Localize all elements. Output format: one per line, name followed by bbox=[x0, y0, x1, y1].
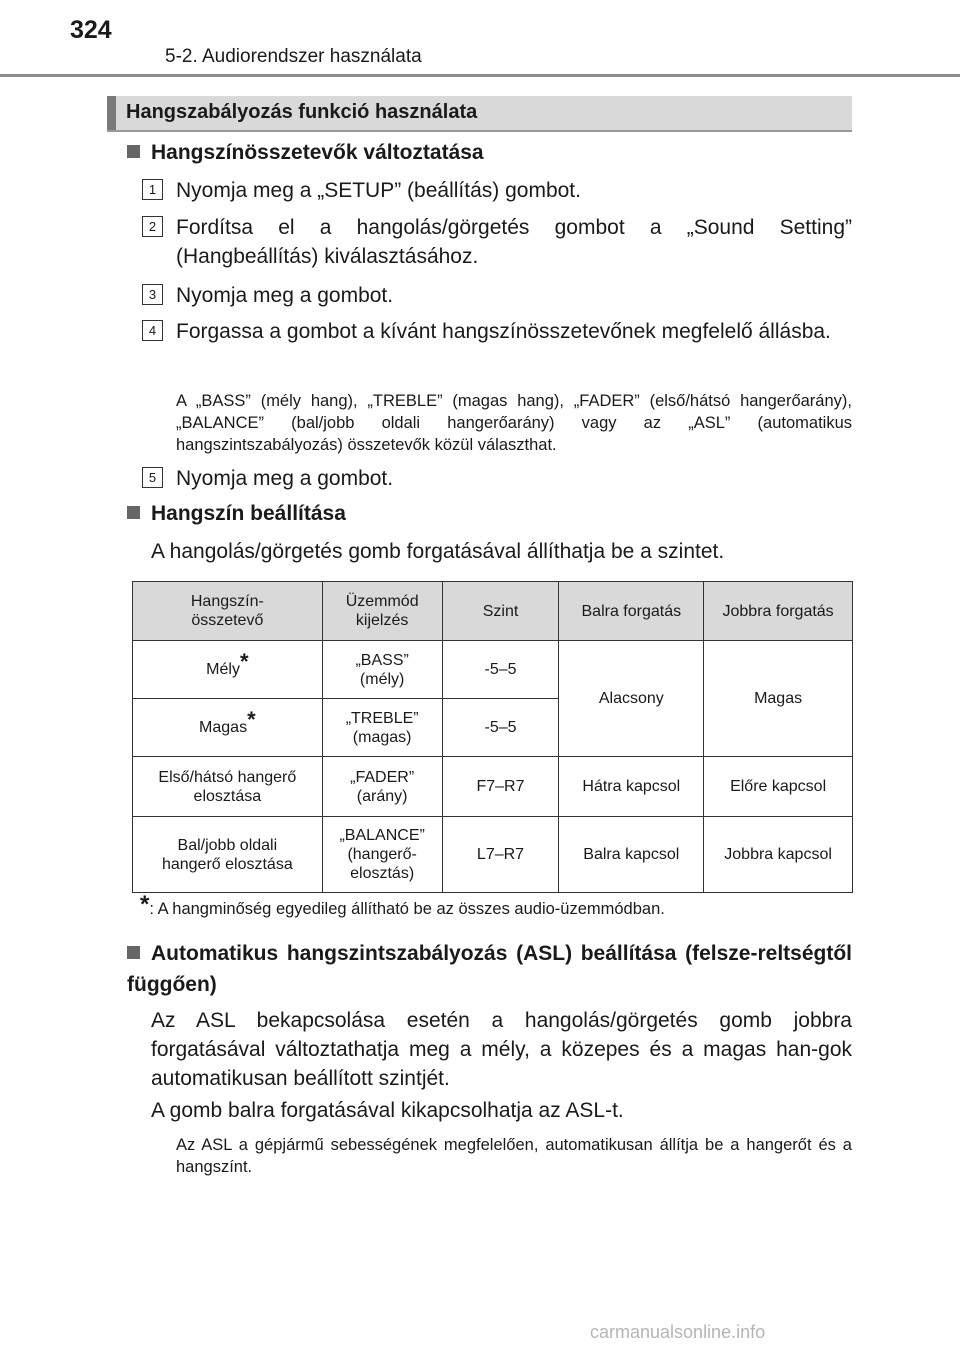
table-header-row bbox=[133, 582, 853, 641]
asterisk-marker: * bbox=[247, 707, 256, 732]
subsection-heading-tone-setting bbox=[127, 502, 346, 526]
subsection-heading-asl bbox=[127, 938, 852, 1000]
sound-settings-table bbox=[132, 581, 853, 893]
header-rule bbox=[0, 74, 960, 77]
step-number-box: 3 bbox=[142, 284, 163, 305]
step-number-box: 2 bbox=[142, 216, 163, 237]
table-header-cell: Jobbra forgatás bbox=[704, 582, 853, 641]
step-text: Fordítsa el a hangolás/görgetés gombot a „Sound Setting” (Hangbeállítás) kiválasztásához. bbox=[176, 216, 852, 268]
section-bar-accent bbox=[107, 96, 116, 130]
step-text: Nyomja meg a „SETUP” (beállítás) gombot. bbox=[176, 179, 581, 202]
table-cell-right: Jobbra kapcsol bbox=[704, 817, 853, 893]
step-number-box: 4 bbox=[142, 320, 163, 341]
asl-paragraph-1: Az ASL bekapcsolása esetén a hangolás/görgetés gomb jobbra forgatásával változtathatja meg a mély, a közepes és a magas han-gok automatikusan beállított szintjét. bbox=[151, 1009, 852, 1090]
step-3 bbox=[142, 281, 852, 310]
table-header-cell: Balra forgatás bbox=[559, 582, 704, 641]
step-1 bbox=[142, 176, 852, 205]
table-cell-display: „TREBLE” (magas) bbox=[322, 699, 442, 757]
table-row bbox=[133, 757, 853, 817]
table-cell-level: -5–5 bbox=[442, 699, 559, 757]
asterisk-marker: * bbox=[140, 891, 150, 918]
table-cell-left: Hátra kapcsol bbox=[559, 757, 704, 817]
square-bullet-icon bbox=[127, 145, 140, 158]
table-cell-component: Bal/jobb oldali hangerő elosztása bbox=[133, 817, 323, 893]
table-cell-right-merged: Magas bbox=[704, 641, 853, 757]
table-header-cell: Üzemmód kijelzés bbox=[322, 582, 442, 641]
component-label: Magas bbox=[199, 719, 248, 736]
step-2 bbox=[142, 213, 852, 271]
tone-setting-text: A hangolás/görgetés gomb forgatásával állíthatja be a szintet. bbox=[151, 540, 725, 563]
table-cell-display: „FADER” (arány) bbox=[322, 757, 442, 817]
step-text: Forgassa a gombot a kívánt hangszínösszetevőnek megfelelő állásba. bbox=[176, 320, 831, 343]
table-cell-display: „BALANCE” (hangerő- elosztás) bbox=[322, 817, 442, 893]
table-cell-level: -5–5 bbox=[442, 641, 559, 699]
square-bullet-icon bbox=[127, 946, 140, 959]
table-cell-right: Előre kapcsol bbox=[704, 757, 853, 817]
subsection-title: Hangszín beállítása bbox=[151, 502, 346, 525]
table-row bbox=[133, 817, 853, 893]
chapter-title: 5-2. Audiorendszer használata bbox=[165, 46, 422, 67]
watermark: carmanualsonline.info bbox=[590, 1322, 766, 1342]
subsection-title: Hangszínösszetevők változtatása bbox=[151, 141, 484, 164]
step-4 bbox=[142, 317, 852, 346]
table-cell-component bbox=[133, 699, 323, 757]
subsection-heading-sound-components bbox=[127, 141, 484, 165]
step-number-box: 5 bbox=[142, 467, 163, 488]
section-title: Hangszabályozás funkció használata bbox=[126, 101, 478, 123]
step-text: Nyomja meg a gombot. bbox=[176, 284, 394, 307]
asterisk-marker: * bbox=[239, 649, 249, 674]
table-footnote bbox=[140, 891, 665, 919]
section-bar bbox=[107, 96, 852, 132]
table-cell-level: F7–R7 bbox=[442, 757, 559, 817]
step-number-box: 1 bbox=[142, 179, 163, 200]
asl-note: Az ASL a gépjármű sebességének megfelelően, automatikusan állítja be a hangerőt és a hangszínt. bbox=[176, 1136, 852, 1176]
step-note: A „BASS” (mély hang), „TREBLE” (magas hang), „FADER” (első/hátsó hangerőarány), „BALANCE” (bal/jobb oldali hangerőarány) vagy az „ASL” (automatikus hangszintszabályozás) összetevők közül választhat. bbox=[176, 392, 852, 454]
step-text: Nyomja meg a gombot. bbox=[176, 467, 394, 490]
table-cell-left: Balra kapcsol bbox=[559, 817, 704, 893]
table-cell-display: „BASS” (mély) bbox=[322, 641, 442, 699]
step-5 bbox=[142, 464, 852, 493]
square-bullet-icon bbox=[127, 506, 140, 519]
table-header-cell: Szint bbox=[442, 582, 559, 641]
footnote-text: : A hangminőség egyedileg állítható be az összes audio-üzemmódban. bbox=[149, 900, 665, 918]
table-row bbox=[133, 641, 853, 699]
table-cell-component: Első/hátsó hangerő elosztása bbox=[133, 757, 323, 817]
page-number: 324 bbox=[70, 16, 112, 44]
table-cell-component bbox=[133, 641, 323, 699]
component-label: Mély bbox=[206, 661, 240, 678]
subsection-title: Automatikus hangszintszabályozás (ASL) beállítása (felsze-reltségtől függően) bbox=[127, 942, 852, 996]
asl-paragraph-2: A gomb balra forgatásával kikapcsolhatja az ASL-t. bbox=[151, 1099, 624, 1122]
table-cell-left-merged: Alacsony bbox=[559, 641, 704, 757]
table-header-cell: Hangszín- összetevő bbox=[133, 582, 323, 641]
table-cell-level: L7–R7 bbox=[442, 817, 559, 893]
